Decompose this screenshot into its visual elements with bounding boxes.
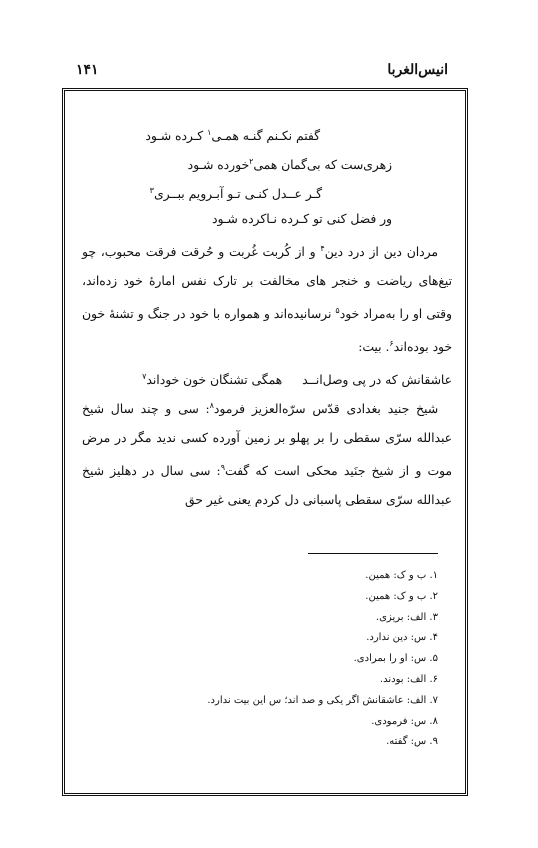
footnote-item: ۷. الف: عاشقانش اگر یکی و صد اند؛ س این بیت ندارد. xyxy=(207,694,438,706)
footnote-ref[interactable]: ۶ xyxy=(389,339,394,349)
footnote-ref[interactable]: ۴ xyxy=(320,244,325,253)
footnote-item: ۸. س: فرمودی. xyxy=(371,715,438,727)
page-number: ۱۴۱ xyxy=(76,62,99,78)
footnote-divider xyxy=(308,553,438,554)
verse-line: گـر عــدل کنـی تـو آبـرویم ببــری$^۳$ xyxy=(149,186,322,202)
footnote-ref[interactable]: ۷ xyxy=(142,372,147,382)
footnote-ref[interactable]: ۱ xyxy=(207,128,212,137)
footnote-ref[interactable]: ۳ xyxy=(149,186,154,195)
footnote-item: ۳. الف: بریزی. xyxy=(375,611,438,623)
page-header xyxy=(76,62,448,84)
page-body xyxy=(82,118,452,515)
footnote-ref[interactable]: ۵ xyxy=(335,306,340,316)
paragraph: شیخ جنید بغدادی قدّس سرّه‌العزیز فرمود$^۸$: سی و چند سال شیخ عبدالله سرّی سقطی را بر پهلو بر زمین آورده کسی ندید مگر در مرض موت و از شیخ جنَید محکی است که گفت$^۹$: سی سال در دهلیز شیخ عبدالله سرّی سقطی پاسبانی دل کردم یعنی غیر حق xyxy=(82,401,452,508)
footnote-item: ۱. ب و ک: همین. xyxy=(365,570,438,581)
paragraph: مردان دین از درد دین$^۴$ و از کُربت غُربت و حُرقت فرقت محبوب، چو تیغ‌های ریاضت و خنجر های مخالفت بر تارک نفس امارهٔ خود زده‌اند، وقتی او را به‌مراد خود$^۵$ نرسانیده‌اند و همواره با خود در جنگ و تشنهٔ خون خود بوده‌اند$^۶$. بیت: xyxy=(82,244,452,355)
bayt-line: عاشقانش که در پی وصل‌انــدهمگی تشنگان خون خوداند$^۷$ xyxy=(142,372,452,388)
footnote-item: ۵. س: او را بمرادی. xyxy=(353,653,438,665)
footnote-item: ۴. س: دین ندارد. xyxy=(366,632,438,644)
footnotes-list xyxy=(178,566,438,753)
book-title: انیس‌الغربا xyxy=(387,62,448,78)
footnote-ref[interactable]: ۲ xyxy=(249,157,254,166)
footnote-item: ۶. الف: بودند. xyxy=(379,673,438,685)
footnote-item: ۹. س: گفته. xyxy=(386,736,438,748)
footnote-ref[interactable]: ۹ xyxy=(220,463,225,473)
footnote-item: ۲. ب و ک: همین. xyxy=(365,590,438,602)
verse-line: ور فضل کنی تو کـرده نـاکرده شـود xyxy=(212,212,392,226)
verse-line: گفتم نکـنم گنـه همـی$^۱$ کـرده شـود xyxy=(145,128,320,144)
footnote-ref[interactable]: ۸ xyxy=(209,401,214,411)
verse-line: زهری‌ست که بی‌گمان همی$^۲$خورده شـود xyxy=(187,157,392,173)
